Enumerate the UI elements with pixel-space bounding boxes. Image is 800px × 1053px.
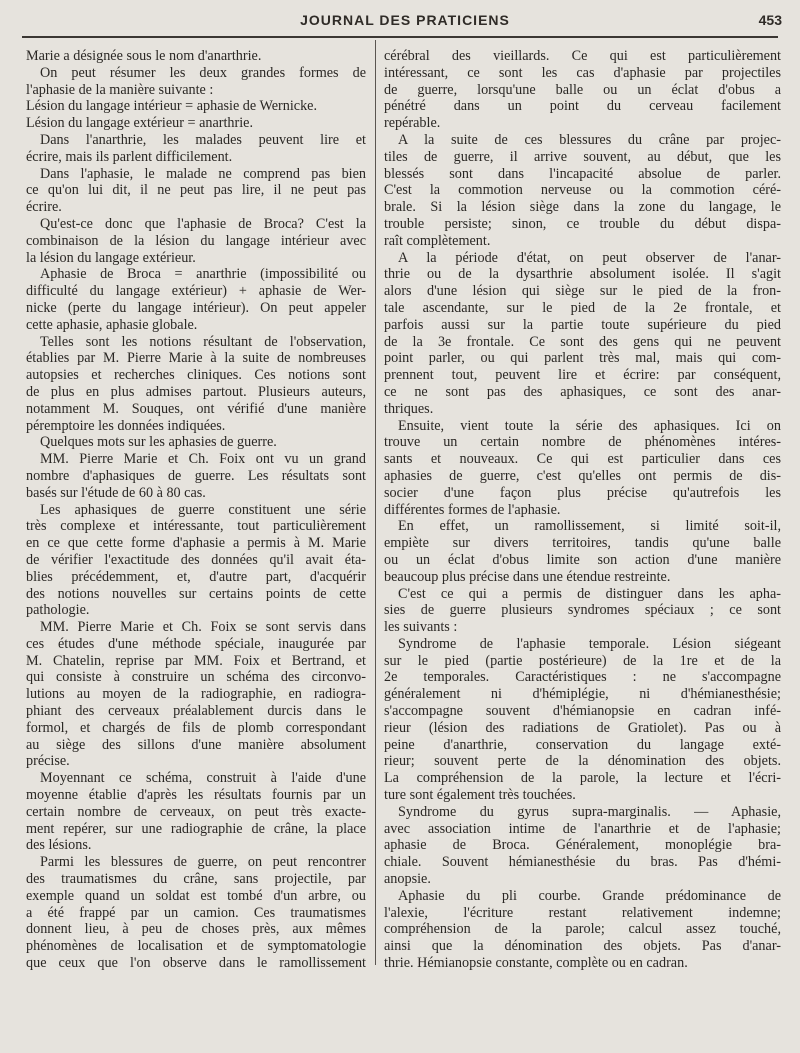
text-line: nombre d'aphasiques de guerre. Les résultats sont [26, 467, 366, 484]
text-line: blessés sont dans l'incapacité absolue de parler. [384, 165, 781, 182]
text-line: des lésions. [26, 837, 92, 854]
text-line: On peut résumer les deux grandes formes de [40, 64, 366, 81]
page-number: 453 [758, 12, 782, 28]
text-line: intéressant, ce sont les cas d'aphasie par projectiles [384, 64, 781, 81]
text-line: sants et nouveaux. Ce qui est particulier dans ces [384, 451, 781, 468]
text-line: ture sont également très touchées. [384, 787, 576, 804]
text-line: rieur; souvent perte de la dénomination des objets. [384, 753, 781, 770]
text-line: a été frappé par un camion. Ces traumatismes [26, 904, 366, 921]
text-line: des traumatismes du crâne, sans projectile, par [26, 871, 366, 888]
text-line: Quelques mots sur les aphasies de guerre. [40, 434, 277, 451]
text-line: point parler, ou qui parlent très mal, mais qui com- [384, 350, 781, 367]
text-line: en ce que cette forme d'aphasie a permis à M. Marie [26, 535, 366, 552]
text-line: ou un éclat d'obus limite son action d'une manière [384, 551, 781, 568]
text-line: différentes formes de l'aphasie. [384, 501, 561, 518]
text-line: rieur (lésion des radiations de Gratiolet). Pas ou à [384, 719, 781, 736]
text-line: précise. [26, 753, 70, 770]
text-line: Aphasie du pli courbe. Grande prédominance de [398, 887, 781, 904]
text-line: empiète sur divers territoires, tandis qu'une balle [384, 535, 781, 552]
text-line: péremptoire les données indiquées. [26, 417, 226, 434]
text-line: ces études d'une méthode spéciale, inaugurée par [26, 635, 366, 652]
text-line: thrie. Hémianopsie constante, complète ou en cadran. [384, 955, 688, 972]
text-line: autopsies et recherches cliniques. Ces notions sont [26, 367, 366, 384]
text-line: de plus en plus admises partout. Plusieurs auteurs, [26, 383, 366, 400]
text-line: raît complètement. [384, 232, 491, 249]
text-line: basés sur l'étude de 60 à 80 cas. [26, 484, 206, 501]
text-line: A la période d'état, on peut observer de l'anar- [398, 249, 781, 266]
text-line: phiant des cerveaux préalablement durcis dans le [26, 703, 366, 720]
running-header [20, 8, 790, 32]
text-line: beaucoup plus précise dans une étendue restreinte. [384, 568, 671, 585]
text-line: certain nombre de cerveaux, on peut très exacte- [26, 803, 366, 820]
text-line: la lésion du langage extérieur. [26, 249, 196, 266]
text-line: ment repérer, sur une radiographie de crâne, la place [26, 820, 366, 837]
text-line: MM. Pierre Marie et Ch. Foix ont vu un grand [40, 451, 366, 468]
text-line: A la suite de ces blessures du crâne par projec- [398, 131, 781, 148]
text-line: aphasie de Broca. Généralement, monoplégie bra- [384, 837, 781, 854]
text-line: généralement ni d'hémiplégie, ni d'hémianesthésie; [384, 686, 781, 703]
text-line: C'est la commotion nerveuse ou la commotion céré- [384, 182, 781, 199]
text-line: s'accompagne souvent d'hémianopsie en cadran infé- [384, 703, 781, 720]
text-line: Lésion du langage intérieur = aphasie de Wernicke. [26, 98, 318, 115]
text-line: Marie a désignée sous le nom d'anarthrie. [26, 48, 262, 64]
text-line: qui consiste à construire un schéma des circonvo- [26, 669, 366, 686]
text-line: En effet, un ramollissement, si limité soit-il, [398, 518, 781, 535]
text-line: moyenne établie d'après les résultats fournis par un [26, 787, 366, 804]
text-line: formol, et chargés de fils de plomb correspondant [26, 719, 366, 736]
text-line: Lésion du langage extérieur = anarthrie. [26, 115, 254, 132]
text-line: brale. Si la lésion siège dans la zone du langage, le [384, 199, 781, 216]
text-line: cette aphasie, aphasie globale. [26, 316, 198, 333]
text-line: MM. Pierre Marie et Ch. Foix se sont servis dans [40, 619, 366, 636]
text-line: blies précédemment, et, d'autre part, d'acquérir [26, 568, 366, 585]
text-line: prennent tout, peuvent lire et écrire: par conséquent, [384, 367, 781, 384]
text-line: ainsi que la dénomination des objets. Pas d'anar- [384, 938, 781, 955]
text-line: de guerre, lorsqu'une balle ou un éclat d'obus a [384, 81, 781, 98]
text-line: Parmi les blessures de guerre, on peut rencontrer [40, 854, 366, 871]
text-line: Aphasie de Broca = anarthrie (impossibilité ou [40, 266, 366, 283]
column-divider [375, 40, 376, 965]
text-line: cérébral des vieillards. Ce qui est particulièrement [384, 48, 781, 64]
text-line: peine d'anarthrie, conservation du langage exté- [384, 736, 781, 753]
text-line: donnent lieu, à peu de choses près, aux mêmes [26, 921, 366, 938]
left-column [26, 48, 366, 972]
text-line: l'alexie, l'écriture restant relativement indemne; [384, 904, 781, 921]
text-line: alors d'une lésion qui siège sur le pied de la fron- [384, 283, 781, 300]
text-line: socier d'une façon plus précise qu'autrefois les [384, 484, 781, 501]
text-line: Ensuite, vient toute la série des aphasiques. Ici on [398, 417, 781, 434]
text-line: ce ne sont pas des aphasiques, ce sont des anar- [384, 383, 781, 400]
text-line: établies par M. Pierre Marie à la suite de nombreuses [26, 350, 366, 367]
text-line: La compréhension de la parole, la lecture et l'écri- [384, 770, 781, 787]
text-line: très complexe et intéressante, tout particulièrement [26, 518, 366, 535]
text-line: des notions nouvelles sur certains points de cette [26, 585, 366, 602]
text-line: pénétré dans un point du cerveau facilement [384, 98, 781, 115]
text-line: que ceux que l'on observe dans le ramollissement [26, 955, 366, 972]
text-line: thrie ou de la dysarthrie absolument isolée. Il s'agit [384, 266, 781, 283]
text-line: écrire. [26, 199, 62, 216]
text-line: lutions au moyen de la radiographie, en radiogra- [26, 686, 366, 703]
text-line: l'aphasie de la manière suivante : [26, 81, 214, 98]
journal-title: JOURNAL DES PRATICIENS [300, 12, 510, 28]
header-rule [22, 36, 778, 38]
text-line: sies de guerre plusieurs syndromes spéciaux ; ce sont [384, 602, 781, 619]
text-line: parfois aussi sur la partie toute supérieure du pied [384, 316, 781, 333]
text-line: Les aphasiques de guerre constituent une série [40, 501, 366, 518]
text-line: 2e temporales. Caractéristiques : ne s'accompagne [384, 669, 781, 686]
text-line: notamment M. Souques, ont vérifié d'une manière [26, 400, 366, 417]
text-line: tale ascendante, sur le pied de la 2e frontale, et [384, 299, 781, 316]
text-line: sur le pied (partie postérieure) de la 1re et de la [384, 652, 781, 669]
text-line: Telles sont les notions résultant de l'observation, [40, 333, 366, 350]
text-line: chiale. Souvent hémianesthésie du bras. Pas d'hémi- [384, 854, 781, 871]
text-line: pathologie. [26, 602, 90, 619]
text-line: Moyennant ce schéma, construit à l'aide d'une [40, 770, 366, 787]
text-line: trouble persiste; sinon, ce trouble du début dispa- [384, 215, 781, 232]
text-line: anopsie. [384, 871, 431, 888]
text-line: Syndrome du gyrus supra-marginalis. — Aphasie, [398, 803, 781, 820]
text-line: M. Chatelin, reprise par MM. Foix et Bertrand, et [26, 652, 366, 669]
text-line: écrire, mais ils parlent difficilement. [26, 148, 233, 165]
text-line: les suivants : [384, 619, 458, 636]
text-line: aphasies de guerre, c'est qu'elles ont permis de dis- [384, 467, 781, 484]
text-line: ce qu'on lui dit, il ne peut pas lire, il ne peut pas [26, 182, 366, 199]
text-line: nicke (perte du langage intérieur). On peut appeler [26, 299, 366, 316]
text-line: difficulté du langage extérieur) + aphasie de Wer- [26, 283, 366, 300]
text-line: C'est ce qui a permis de distinguer dans les apha- [398, 585, 781, 602]
text-line: compréhension de la parole; calcul assez touché, [384, 921, 781, 938]
text-line: thriques. [384, 400, 434, 417]
text-line: tiles de guerre, il arrive souvent, au début, que les [384, 148, 781, 165]
text-line: Qu'est-ce donc que l'aphasie de Broca? C'est la [40, 215, 366, 232]
text-line: repérable. [384, 115, 441, 132]
text-line: Dans l'aphasie, le malade ne comprend pas bien [40, 165, 366, 182]
text-line: Dans l'anarthrie, les malades peuvent lire et [40, 131, 366, 148]
text-line: Syndrome de l'aphasie temporale. Lésion siégeant [398, 635, 781, 652]
text-line: trouve un certain nombre de phénomènes intéres- [384, 434, 781, 451]
text-line: avec association intime de l'anarthrie et de l'aphasie; [384, 820, 781, 837]
text-line: de vérifier l'exactitude des données qu'il avait éta- [26, 551, 366, 568]
text-line: phénomènes de localisation et de symptomatologie [26, 938, 366, 955]
text-line: au siège des sillons d'une manière absolument [26, 736, 366, 753]
text-line: de la 3e frontale. Ce sont des gens qui ne peuvent [384, 333, 781, 350]
right-column [384, 48, 781, 972]
text-line: exemple quand un soldat est tombé d'un arbre, ou [26, 887, 366, 904]
text-line: combinaison de la lésion du langage intérieur avec [26, 232, 366, 249]
